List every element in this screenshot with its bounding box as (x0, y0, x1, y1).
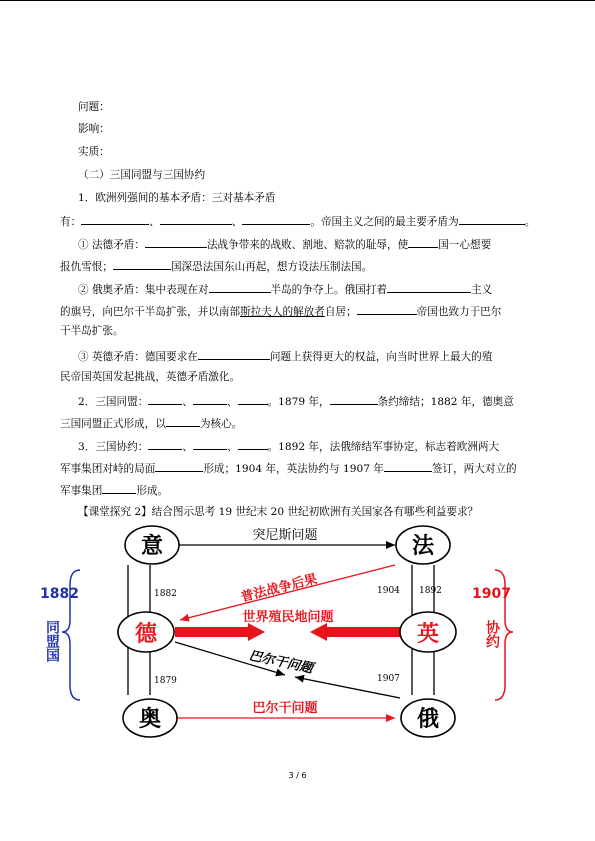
label-colonial: 世界殖民地问题 (242, 610, 334, 625)
blank (148, 393, 182, 405)
label-tunisia: 突尼斯问题 (252, 528, 318, 543)
text: 。 (524, 216, 536, 228)
node-austria (123, 699, 177, 737)
text: 3．三国协约： (78, 441, 149, 453)
text: 。1879 年， (267, 396, 330, 408)
blank (193, 438, 227, 450)
blank (238, 393, 268, 405)
blank (384, 460, 432, 472)
label-year-1907-entente: 1907 (472, 586, 511, 602)
text: 国深恐法国东山再起，想方设法压制法国。 (170, 261, 373, 273)
blank (198, 348, 270, 360)
paragraph-1: 1．欧洲列强间的基本矛盾：三对基本矛盾 (78, 192, 276, 204)
franco-german-line-2 (60, 258, 372, 274)
text: 签订，两大对立的 (431, 463, 517, 475)
text: 三国同盟正式形成，以 (60, 418, 166, 430)
text: ① 法德矛盾： (78, 239, 145, 251)
blank (330, 393, 378, 405)
text: 形成。 (136, 485, 169, 497)
paragraph-1-continued (60, 213, 535, 229)
blank (242, 213, 310, 225)
franco-german-line-1 (78, 236, 491, 252)
blank (148, 438, 182, 450)
blank (155, 460, 203, 472)
text: 法战争带来的战败、割地、赔款的耻辱，使 (206, 239, 409, 251)
triple-alliance-line-1 (78, 393, 514, 409)
anglo-german-line-2: 民帝国英国发起挑战，英德矛盾激化。 (60, 371, 241, 383)
text: 帝国也致力于巴尔 (416, 306, 502, 318)
colonial-arrow-left (175, 623, 265, 641)
text: 国一心想要 (438, 239, 492, 251)
blank (81, 213, 149, 225)
label-entente: 协约 (484, 620, 500, 648)
text: 形成；1904 年，英法协约与 1907 年 (203, 463, 384, 475)
text: 条约缔结；1882 年，德奥意 (377, 396, 514, 408)
node-label: 俄 (416, 707, 440, 732)
text: 、 (149, 216, 160, 228)
underlined-text: 斯拉夫人的解放者 (240, 306, 325, 318)
blank (408, 236, 438, 248)
label-central-powers: 同盟国 (44, 620, 60, 662)
node-label: 德 (134, 622, 158, 647)
node-britain (400, 612, 456, 652)
text: 、 (226, 396, 238, 408)
blank (160, 213, 232, 225)
text: 、 (182, 396, 193, 408)
node-germany (118, 612, 174, 652)
node-label: 英 (416, 622, 440, 647)
text: 自居； (324, 306, 357, 318)
text: ② 俄奥矛盾：集中表现在对 (78, 284, 209, 296)
blank (113, 258, 171, 270)
label-year-1882: 1882 (154, 589, 177, 599)
page-number: 3 / 6 (288, 771, 307, 780)
text: 2．三国同盟： (78, 396, 149, 408)
text: 有： (60, 216, 82, 228)
colonial-arrow-right (310, 623, 400, 641)
text: 。1892 年，法俄缔结军事协定，标志着欧洲两大 (267, 441, 500, 453)
header-rule (0, 0, 595, 1)
text: 主义 (471, 284, 493, 296)
triple-entente-line-3 (60, 482, 168, 498)
label-franco-prussian: 普法战争后果 (239, 571, 319, 606)
blank (166, 415, 200, 427)
label-year-1882-alliance: 1882 (40, 586, 79, 602)
text: 的旗号，向巴尔干半岛扩张，并以南部 (60, 306, 241, 318)
text: ③ 英德矛盾：德国要求在 (78, 351, 198, 363)
text: 。帝国主义之间的最主要矛盾为 (310, 216, 459, 228)
text: 军事集团 (60, 485, 103, 497)
node-italy (125, 526, 179, 564)
triple-entente-line-2 (60, 460, 517, 476)
label-year-1907: 1907 (377, 674, 400, 684)
question-essence: 实质： (78, 146, 110, 158)
question-impact: 影响： (78, 123, 110, 135)
blank (387, 281, 471, 293)
text: 军事集团对峙的局面 (60, 463, 156, 475)
alliance-diagram (40, 520, 540, 760)
text: 、 (226, 441, 238, 453)
node-russia (401, 699, 455, 737)
blank (459, 213, 525, 225)
text: 为核心。 (199, 418, 243, 430)
blank (145, 236, 207, 248)
question-problem: 问题： (78, 101, 110, 113)
blank (193, 393, 227, 405)
label-balkan-2: 巴尔干问题 (252, 701, 318, 716)
text: 问题上获得更大的权益，向当时世界上最大的殖 (269, 351, 493, 363)
triple-alliance-line-2 (60, 415, 242, 431)
text: 报仇雪恨； (60, 261, 113, 273)
section-heading: （二）三国同盟与三国协约 (78, 169, 206, 181)
text: 半岛的争夺上。俄国打着 (270, 284, 388, 296)
blank (238, 438, 268, 450)
node-label: 奥 (138, 707, 162, 732)
label-year-1904: 1904 (377, 586, 400, 596)
node-label: 法 (411, 534, 435, 559)
label-balkan-1: 巴尔干问题 (247, 648, 315, 677)
russo-austrian-line-1 (78, 281, 492, 297)
label-year-1892: 1892 (419, 586, 442, 596)
blank (102, 482, 136, 494)
blank (357, 303, 417, 315)
text: 、 (182, 441, 193, 453)
label-year-1879: 1879 (154, 676, 177, 686)
blank (209, 281, 271, 293)
russo-austrian-line-2 (60, 303, 501, 319)
triple-entente-line-1 (78, 438, 499, 454)
class-exploration-prompt: 【课堂探究 2】结合图示思考 19 世纪末 20 世纪初欧洲有关国家各有哪些利益要求？ (78, 506, 479, 518)
text: 、 (231, 216, 243, 228)
node-label: 意 (140, 534, 164, 559)
russo-austrian-line-3: 干半岛扩张。 (60, 325, 124, 337)
anglo-german-line-1 (78, 348, 492, 364)
node-france (396, 526, 450, 564)
